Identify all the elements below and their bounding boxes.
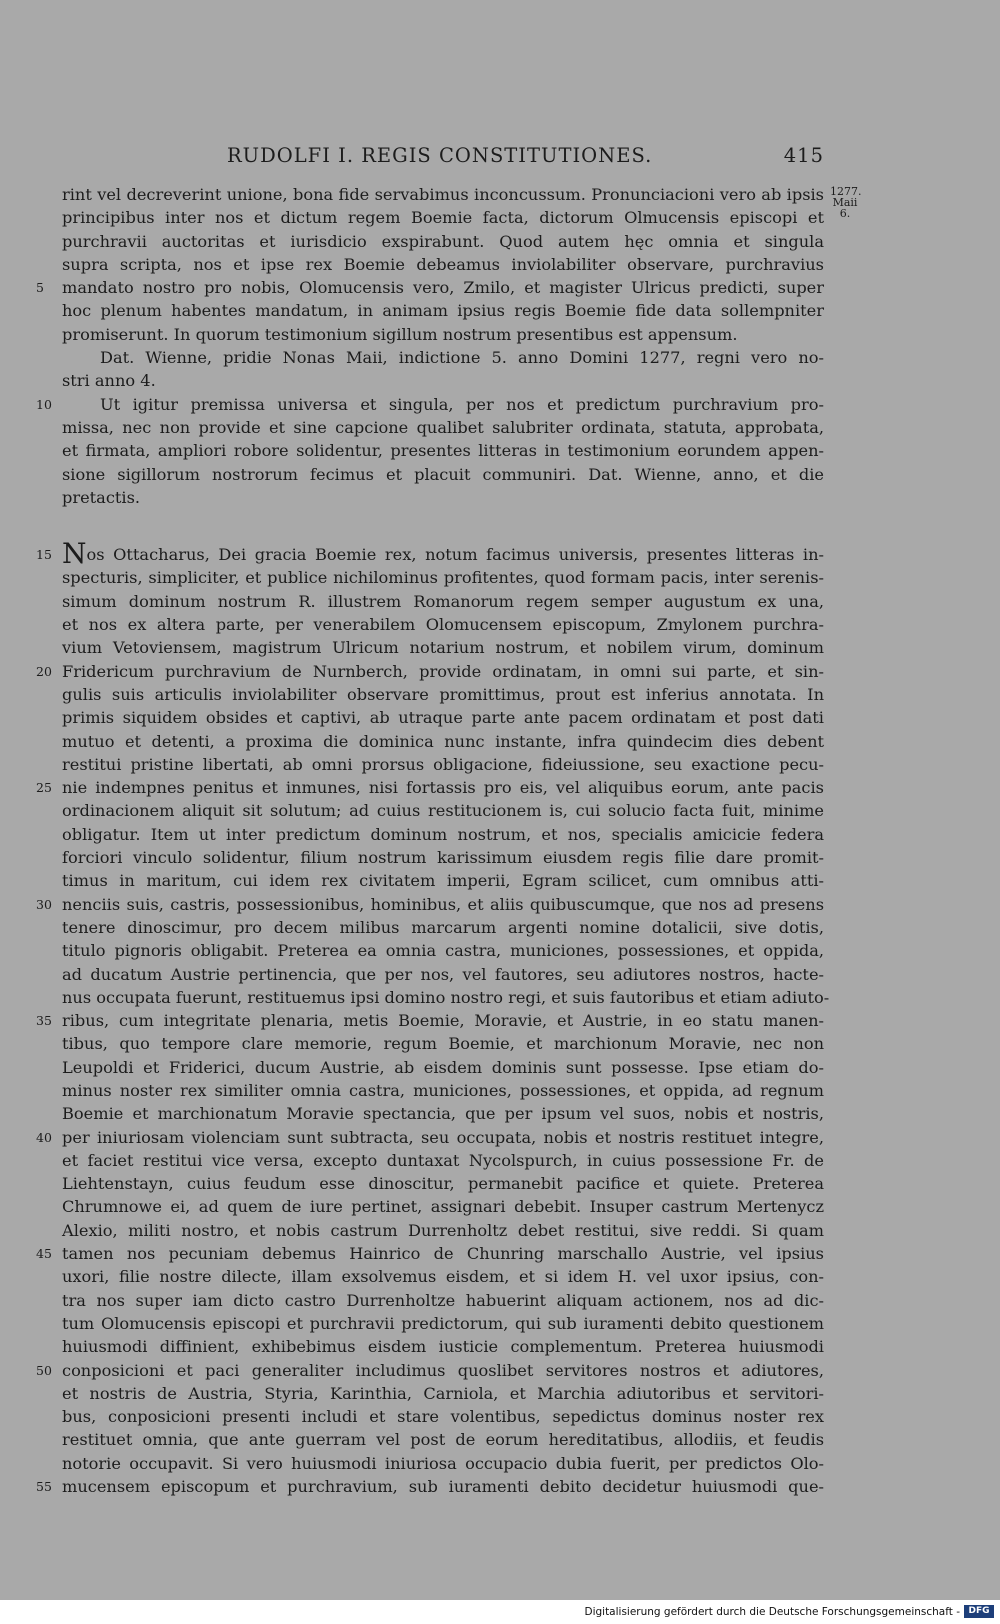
line-text: tra nos super iam dicto castro Durrenholtze habuerint aliquam actionem, nos ad dic- [62, 1290, 824, 1310]
line-text: mandato nostro pro nobis, Olomucensis vero, Zmilo, et magister Ulricus predicti, super [62, 278, 824, 298]
line-text: nenciis suis, castris, possessionibus, hominibus, et aliis quibuscumque, que nos ad presens [62, 894, 824, 914]
text-line [62, 846, 824, 869]
line-number: 30 [36, 896, 52, 912]
document-1-text [36, 183, 824, 509]
line-text: rint vel decreverint unione, bona fide servabimus inconcussum. Pronunciacioni vero ab ipsis [62, 185, 824, 204]
digitization-footer [0, 1600, 1000, 1624]
line-number: 15 [36, 547, 52, 563]
line-text: conposicioni et paci generaliter includimus quoslibet servitores nostros et adiutores, [62, 1360, 824, 1380]
line-text: ordinacionem aliquit sit solutum; ad cuius restitucionem is, cui solucio facta fuit, minime [62, 801, 824, 821]
text-line [62, 439, 824, 462]
line-text: titulo pignoris obligabit. Preterea ea omnia castra, municiones, possessiones, et oppida, [62, 941, 824, 961]
line-text: Fridericum purchravium de Nurnberch, provide ordinatam, in omni sui parte, et sin- [62, 661, 824, 681]
text-line [62, 730, 824, 753]
text-line [62, 1032, 824, 1055]
text-line [62, 416, 824, 439]
line-text: vium Vetoviensem, magistrum Ulricum notarium nostrum, et nobilem virum, dominum [62, 638, 824, 658]
line-text: missa, nec non provide et sine capcione qualibet salubriter ordinata, statuta, approbata, [62, 417, 824, 437]
text-line [36, 1242, 824, 1265]
line-text: ad ducatum Austrie pertinencia, que per nos, vel fautores, seu adiutores nostros, hacte- [62, 964, 824, 984]
line-text: restitui pristine libertati, ab omni prorsus obligacione, fideiussione, seu exactione pecu- [62, 754, 824, 774]
text-line [62, 683, 824, 706]
text-line [62, 939, 824, 962]
text-line [36, 776, 824, 799]
line-text: sione sigillorum nostrorum fecimus et placuit communiri. Dat. Wienne, anno, et die [62, 464, 824, 484]
margin-date-month: Maii [832, 196, 858, 209]
text-line [62, 369, 824, 392]
line-text: Leupoldi et Friderici, ducum Austrie, ab eisdem dominis sunt possesse. Ipse etiam do- [62, 1057, 824, 1077]
text-line [62, 823, 824, 846]
line-text: et nos ex altera parte, per venerabilem Olomucensem episcopum, Zmylonem purchra- [62, 615, 824, 635]
line-number: 25 [36, 780, 52, 796]
line-text: Liehtenstayn, cuius feudum esse dinoscitur, permanebit pacifice et quiete. Preterea [62, 1174, 824, 1194]
text-line [62, 869, 824, 892]
text-line [62, 1195, 824, 1218]
margin-date [830, 186, 860, 219]
line-number: 10 [36, 396, 52, 412]
line-text: promiserunt. In quorum testimonium sigillum nostrum presentibus est appensum. [62, 324, 738, 344]
text-line [36, 1126, 824, 1149]
line-text: huiusmodi diffinient, exhibebimus eisdem iusticie complementum. Preterea huiusmodi [62, 1337, 824, 1357]
line-text: notorie occupavit. Si vero huiusmodi iniuriosa occupacio dubia fuerit, per predictos Olo- [62, 1453, 824, 1473]
line-text: tenere dinoscimur, pro decem milibus marcarum argenti nomine dotalicii, sive dotis, [62, 917, 824, 937]
page-number: 415 [783, 144, 824, 167]
text-line [36, 1359, 824, 1382]
line-text: mucensem episcopum et purchravium, sub iuramenti debito decidetur huiusmodi que- [62, 1477, 824, 1497]
line-text: et faciet restitui vice versa, excepto duntaxat Nycolspurch, in cuius possessione Fr. de [62, 1150, 824, 1170]
line-text: tamen nos pecuniam debemus Hainrico de Chunring marschallo Austrie, vel ipsius [62, 1244, 824, 1264]
text-line [62, 346, 824, 369]
text-line [62, 1056, 824, 1079]
line-text: nus occupata fuerunt, restituemus ipsi domino nostro regi, et suis fautoribus et etiam adiuto- [62, 987, 830, 1007]
line-text: hoc plenum habentes mandatum, in animam ipsius regis Boemie fide data sollempniter [62, 301, 824, 321]
text-line [62, 253, 824, 276]
line-number: 50 [36, 1362, 52, 1378]
line-text: Alexio, militi nostro, et nobis castrum Durrenholtz debet restitui, sive reddi. Si quam [62, 1220, 824, 1240]
text-line [62, 1382, 824, 1405]
document-2-text [36, 537, 830, 1498]
text-line [62, 753, 824, 776]
text-line [62, 1335, 824, 1358]
line-text: Dat. Wienne, pridie Nonas Maii, indictione 5. anno Domini 1277, regni vero no- [100, 348, 824, 368]
line-text: simum dominum nostrum R. illustrem Romanorum regem semper augustum ex una, [62, 591, 824, 611]
line-text: specturis, simpliciter, et publice nichilominus profitentes, quod formam pacis, inter serenis- [62, 568, 824, 588]
section-gap [62, 509, 824, 543]
line-text: minus noster rex similiter omnia castra, municiones, possessiones, et oppida, ad regnum [62, 1080, 824, 1100]
line-text: bus, conposicioni presenti includi et stare volentibus, sepedictus dominus noster rex [62, 1407, 824, 1427]
line-text: gulis suis articulis inviolabiliter observare promittimus, prout est inferius annotata. In [62, 684, 824, 704]
text-line [62, 1149, 824, 1172]
text-line [62, 1312, 824, 1335]
text-line [62, 1172, 824, 1195]
text-line [36, 1009, 824, 1032]
line-text: forciori vinculo solidentur, filium nostrum karissimum eiusdem regis filie dare promit- [62, 848, 824, 868]
text-line [62, 206, 824, 229]
line-text: et firmata, ampliori robore solidentur, presentes litteras in testimonium eorundem appen- [62, 441, 824, 461]
line-number: 40 [36, 1129, 52, 1145]
line-text: mutuo et detenti, a proxima die dominica nunc instante, infra quindecim dies debent [62, 731, 824, 751]
text-line [62, 1289, 824, 1312]
text-line [62, 1079, 824, 1102]
text-line [36, 893, 824, 916]
text-line [36, 537, 824, 571]
line-text: principibus inter nos et dictum regem Boemie facta, dictorum Olmucensis episcopi et [62, 208, 824, 228]
line-text: tum Olomucensis episcopi et purchravii predictorum, qui sub iuramenti debito questionem [62, 1313, 824, 1333]
text-line [62, 1102, 824, 1125]
main-text [36, 183, 830, 1498]
line-text: tibus, quo tempore clare memorie, regum Boemie, et marchionum Moravie, nec non [62, 1034, 824, 1054]
line-text: et nostris de Austria, Styria, Karinthia, Carniola, et Marchia adiutoribus et servitori- [62, 1383, 824, 1403]
line-number: 35 [36, 1013, 52, 1029]
text-line [62, 613, 824, 636]
footer-credit: Digitalisierung gefördert durch die Deutsche Forschungsgemeinschaft - [584, 1606, 960, 1618]
text-line [62, 1428, 824, 1451]
text-line [36, 393, 824, 416]
text-line [62, 566, 824, 589]
text-line [62, 486, 824, 509]
text-line [62, 963, 824, 986]
text-line [62, 323, 824, 346]
text-line [36, 1475, 824, 1498]
line-text: primis siquidem obsides et captivi, ab utraque parte ante pacem ordinatam et post dati [62, 708, 824, 728]
text-line [36, 276, 824, 299]
text-line [62, 986, 830, 1009]
line-number: 20 [36, 663, 52, 679]
text-line [62, 916, 824, 939]
line-text: stri anno 4. [62, 371, 156, 391]
line-text: Ut igitur premissa universa et singula, per nos et predictum purchravium pro- [100, 394, 824, 414]
text-line [62, 1219, 824, 1242]
line-text: Boemie et marchionatum Moravie spectancia, que per ipsum vel suos, nobis et nostris, [62, 1104, 824, 1124]
line-text: timus in maritum, cui idem rex civitatem imperii, Egram scilicet, cum omnibus atti- [62, 871, 824, 891]
text-line [62, 706, 824, 729]
line-text: per iniuriosam violenciam sunt subtracta, seu occupata, nobis et nostris restituet integre, [62, 1127, 824, 1147]
text-line [62, 299, 824, 322]
text-line [62, 1405, 824, 1428]
text-line [62, 1265, 824, 1288]
text-line [36, 660, 824, 683]
line-number: 45 [36, 1246, 52, 1262]
text-line [62, 799, 824, 822]
line-text: Chrumnowe ei, ad quem de iure pertinet, assignari debebit. Insuper castrum Mertenycz [62, 1197, 824, 1217]
text-line [62, 636, 824, 659]
line-number: 55 [36, 1479, 52, 1495]
text-line [62, 230, 824, 253]
line-text: pretactis. [62, 487, 141, 507]
line-text: restituet omnia, que ante guerram vel post de eorum hereditatibus, allodiis, et feudis [62, 1430, 824, 1450]
text-line [62, 183, 824, 206]
line-text: os Ottacharus, Dei gracia Boemie rex, notum facimus universis, presentes litteras in- [86, 545, 824, 565]
line-text: obligatur. Item ut inter predictum dominum nostrum, et nos, specialis amicicie federa [62, 824, 824, 844]
line-text: ribus, cum integritate plenaria, metis Boemie, Moravie, et Austrie, in eo statu manen- [62, 1011, 824, 1031]
line-text: nie indempnes penitus et inmunes, nisi fortassis pro eis, vel aliquibus eorum, ante pacis [62, 778, 824, 798]
running-title: RUDOLFI I. REGIS CONSTITUTIONES. [227, 144, 653, 167]
text-line [62, 590, 824, 613]
margin-date-day: 6. [839, 207, 851, 220]
line-text: supra scripta, nos et ipse rex Boemie debeamus inviolabiliter observare, purchravius [62, 254, 824, 274]
line-text: uxori, filie nostre dilecte, illam exsolvemus eisdem, et si idem H. vel uxor ipsius, con- [62, 1267, 824, 1287]
line-text: purchravii auctoritas et iurisdicio exspirabunt. Quod autem hęc omnia et singula [62, 231, 824, 251]
text-line [62, 463, 824, 486]
line-number: 5 [36, 280, 44, 296]
margin-date-year: 1277. [830, 185, 862, 198]
dfg-logo: DFG [964, 1605, 994, 1618]
initial-letter: N [62, 537, 87, 571]
text-line [62, 1452, 824, 1475]
